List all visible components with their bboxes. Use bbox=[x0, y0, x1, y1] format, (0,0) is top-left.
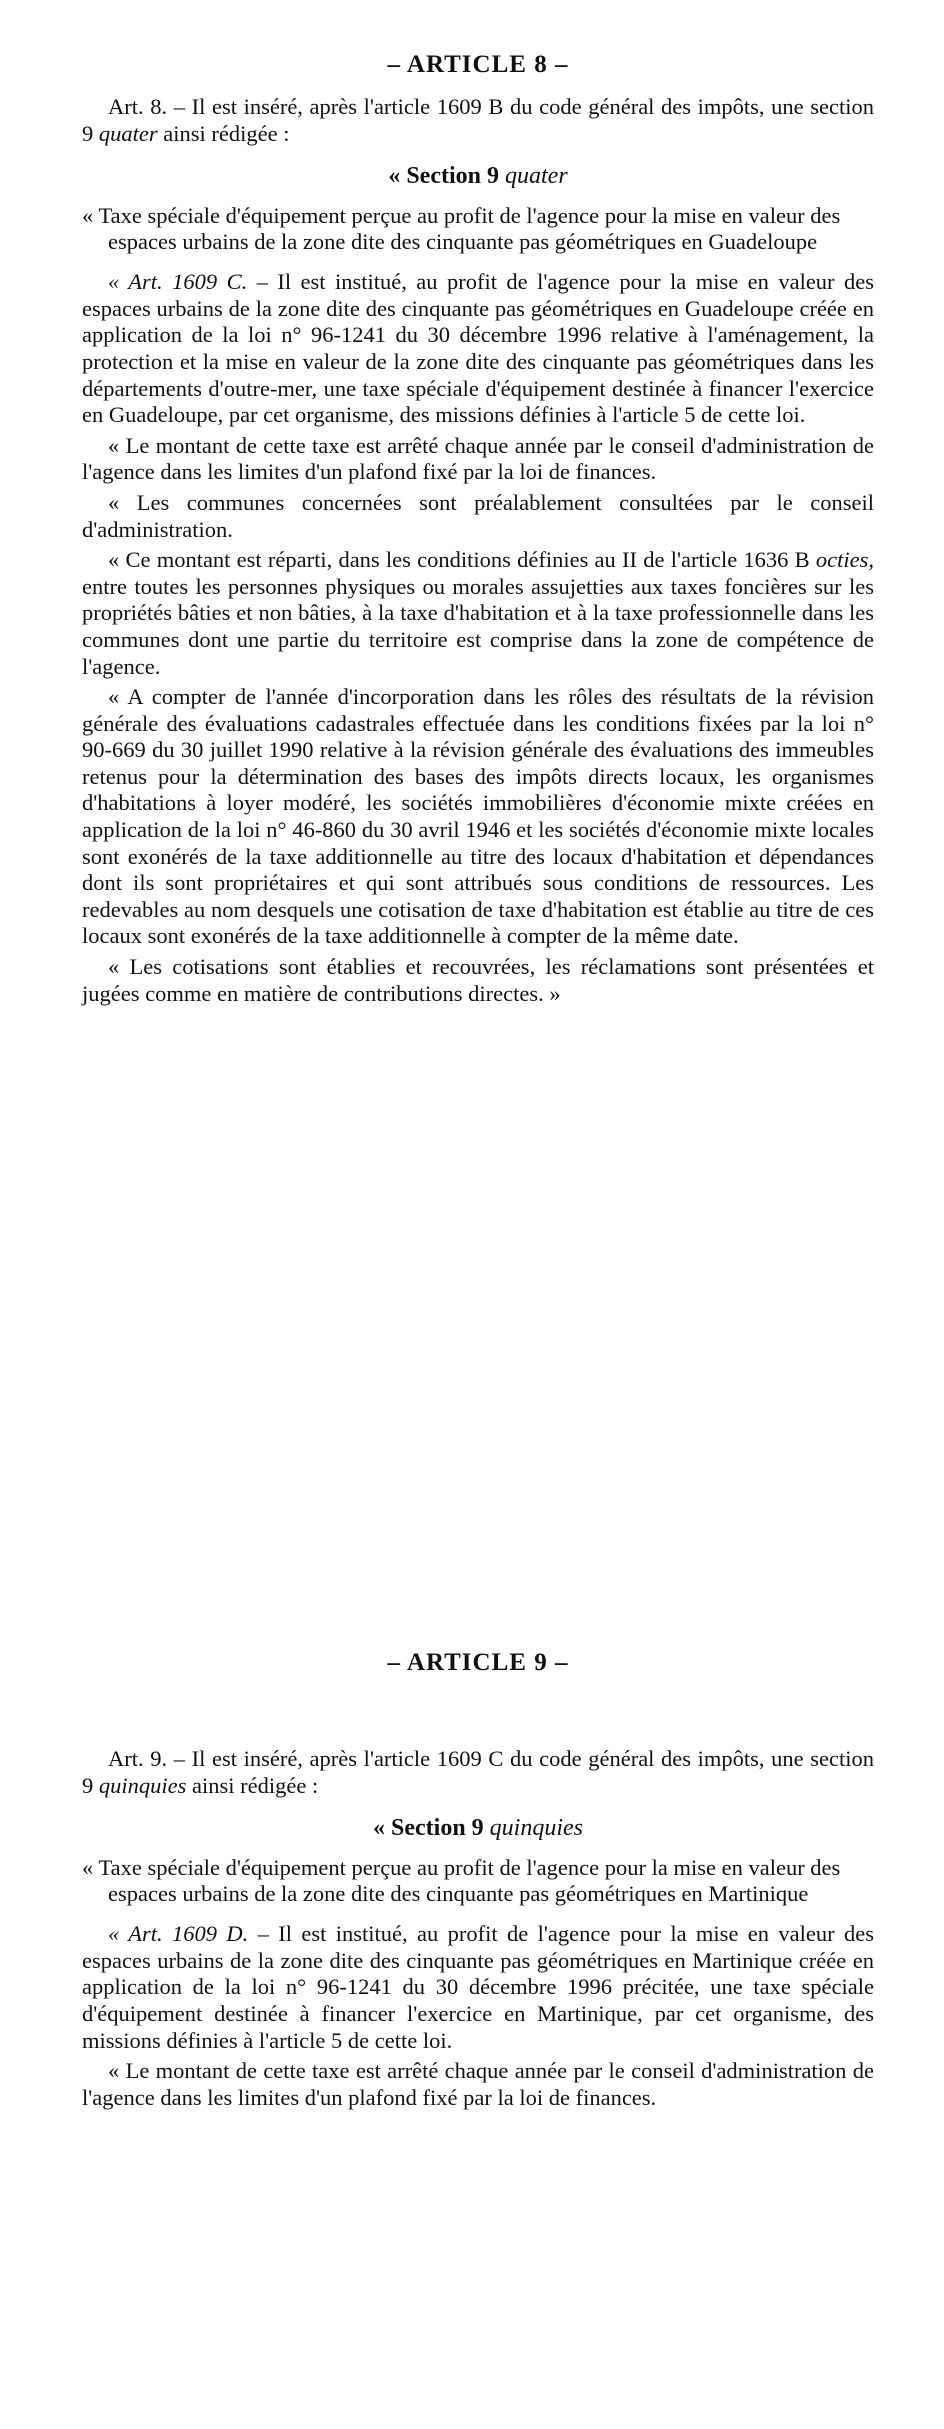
article-8-para-compter: « A compter de l'année d'incorporation dans les rôles des résultats de la révision générale des évaluations cadastrales effectuée dans les conditions fixées par la loi n° 90-669 du 30 juillet 1990 relative à la révision générale des évaluations des immeubles retenus pour la détermination des bases des impôts directs locaux, les organismes d'habitations à loyer modéré, les sociétés immobilières d'économie mixte créées en application de la loi n° 46-860 du 30 avril 1946 et les sociétés d'économie mixte locales sont exonérés de la taxe additionnelle au titre des locaux d'habitation et dépendances dont ils sont propriétaires et qui sont attribués sous conditions de ressources. Les redevables au nom desquels une cotisation de taxe d'habitation est établie au titre de ces locaux sont exonérés de la taxe additionnelle à compter de la même date. bbox=[82, 684, 874, 949]
article-9-art-text: – Il est institué, au profit de l'agence pour la mise en valeur des espaces urbains de la zone dite des cinquante pas géométriques en Martinique créée en application de la loi n° 96-1241 du 30 décembre 1996 précitée, une taxe spéciale d'équipement destinée à financer l'exercice en Martinique, par cet organisme, des missions définies à l'article 5 de cette loi. bbox=[82, 1921, 875, 2053]
article-8-intro-italic: quater bbox=[98, 120, 158, 146]
article-9-intro-text: Art. 9. – Il est inséré, après l'article 1609 C du code général des impôts, une section 9 bbox=[82, 1746, 874, 1798]
article-8-para-montant: « Le montant de cette taxe est arrêté chaque année par le conseil d'administration de l'agence dans les limites d'un plafond fixé par la loi de finances. bbox=[82, 432, 874, 485]
article-8-reparti-text: « Ce montant est réparti, dans les conditions définies au II de l'article 1636 B bbox=[108, 547, 816, 573]
article-8-para-communes: « Les communes concernées sont préalablement consultées par le conseil d'administration. bbox=[82, 489, 874, 542]
article-8-art-label: « Art. 1609 C. bbox=[108, 269, 248, 295]
article-9-title: – ARTICLE 9 – bbox=[387, 1649, 569, 1676]
article-8-intro bbox=[82, 94, 874, 147]
article-8-intro-text: Art. 8. – Il est inséré, après l'article 1609 B du code général des impôts, une section 9 bbox=[82, 94, 874, 146]
article-9-intro-italic: quinquies bbox=[98, 1772, 187, 1798]
article-8-para-reparti bbox=[82, 547, 874, 680]
article-9-section-italic: quinquies bbox=[489, 1815, 583, 1842]
article-8-reparti-end: entre toutes les personnes physiques ou morales assujetties aux taxes foncières sur les propriétés bâties et non bâties, à la taxe d'habitation et à la taxe professionnelle dans les communes dont une partie du territoire est comprise dans la zone de compétence de l'agence. bbox=[82, 573, 874, 679]
article-8-section-title bbox=[82, 161, 874, 191]
article-9-art-label: « Art. 1609 D. bbox=[108, 1921, 249, 1947]
article-9 bbox=[82, 1648, 874, 2111]
article-8-reparti-italic: octies, bbox=[815, 547, 874, 573]
article-8-intro-end: ainsi rédigée : bbox=[157, 120, 290, 146]
article-9-intro bbox=[82, 1746, 874, 1799]
article-8-art-text: – Il est institué, au profit de l'agence pour la mise en valeur des espaces urbains de la zone dite des cinquante pas géométriques en Guadeloupe créée en application de la loi n° 96-1241 du 30 décembre 1996 relative à l'aménagement, la protection et la mise en valeur de la zone dite des cinquante pas géométriques dans les départements d'outre-mer, une taxe spéciale d'équipement destinée à financer l'exercice en Guadeloupe, par cet organisme, des missions définies à l'article 5 de cette loi. bbox=[82, 269, 874, 428]
article-9-section-label: « Section 9 bbox=[373, 1815, 490, 1842]
article-9-section-title bbox=[82, 1813, 874, 1843]
article-8-title: – ARTICLE 8 – bbox=[387, 51, 569, 78]
article-9-intro-end: ainsi rédigée : bbox=[186, 1772, 319, 1798]
article-8-para-cotisations: « Les cotisations sont établies et recouvrées, les réclamations sont présentées et jugées comme en matière de contributions directes. » bbox=[82, 954, 874, 1006]
article-8-art-1609c bbox=[82, 269, 874, 429]
article-8-section-italic: quater bbox=[505, 163, 568, 190]
article-8-section-label: « Section 9 bbox=[388, 163, 505, 190]
article-9-para-montant: « Le montant de cette taxe est arrêté chaque année par le conseil d'administration de l'agence dans les limites d'un plafond fixé par la loi de finances. bbox=[82, 2058, 874, 2110]
article-8 bbox=[82, 50, 874, 1007]
article-9-art-1609d bbox=[82, 1921, 874, 2054]
article-9-tax-heading: « Taxe spéciale d'équipement perçue au profit de l'agence pour la mise en valeur des espaces urbains de la zone dite des cinquante pas géométriques en Martinique bbox=[82, 1855, 841, 1907]
article-8-tax-heading: « Taxe spéciale d'équipement perçue au profit de l'agence pour la mise en valeur des espaces urbains de la zone dite des cinquante pas géométriques en Guadeloupe bbox=[82, 203, 841, 255]
